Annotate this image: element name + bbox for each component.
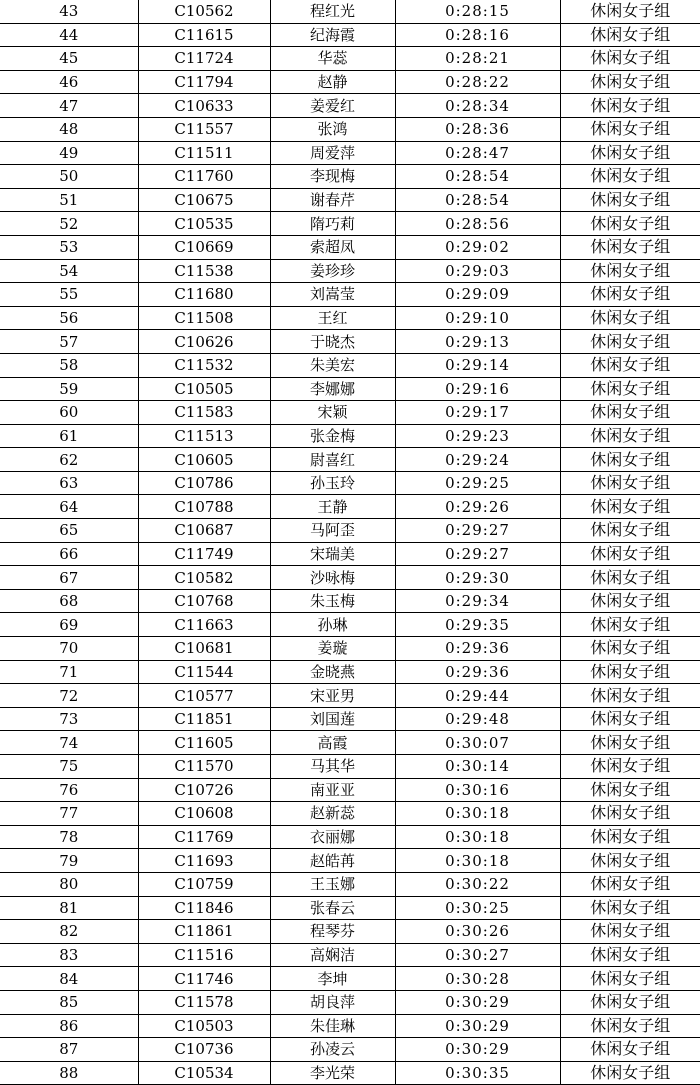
group-cell: 休闲女子组 xyxy=(560,684,700,708)
time-cell: 0:29:09 xyxy=(395,283,560,307)
table-row xyxy=(0,70,700,94)
table-row xyxy=(0,165,700,189)
rank-cell: 81 xyxy=(0,896,138,920)
rank-cell: 51 xyxy=(0,188,138,212)
group-cell: 休闲女子组 xyxy=(560,990,700,1014)
time-cell: 0:29:03 xyxy=(395,259,560,283)
time-cell: 0:30:28 xyxy=(395,967,560,991)
bib-cell: C11846 xyxy=(138,896,270,920)
rank-cell: 62 xyxy=(0,448,138,472)
rank-cell: 79 xyxy=(0,849,138,873)
table-row xyxy=(0,401,700,425)
bib-cell: C10577 xyxy=(138,684,270,708)
table-row xyxy=(0,872,700,896)
bib-cell: C10605 xyxy=(138,448,270,472)
name-cell: 王静 xyxy=(270,495,395,519)
table-row xyxy=(0,802,700,826)
name-cell: 孙琳 xyxy=(270,613,395,637)
bib-cell: C11760 xyxy=(138,165,270,189)
name-cell: 隋巧莉 xyxy=(270,212,395,236)
bib-cell: C11663 xyxy=(138,613,270,637)
table-row xyxy=(0,778,700,802)
group-cell: 休闲女子组 xyxy=(560,70,700,94)
time-cell: 0:28:34 xyxy=(395,94,560,118)
time-cell: 0:30:29 xyxy=(395,1038,560,1062)
name-cell: 马阿歪 xyxy=(270,519,395,543)
name-cell: 刘嵩莹 xyxy=(270,283,395,307)
group-cell: 休闲女子组 xyxy=(560,707,700,731)
bib-cell: C11508 xyxy=(138,306,270,330)
rank-cell: 86 xyxy=(0,1014,138,1038)
group-cell: 休闲女子组 xyxy=(560,967,700,991)
name-cell: 赵静 xyxy=(270,70,395,94)
name-cell: 刘国莲 xyxy=(270,707,395,731)
time-cell: 0:29:36 xyxy=(395,637,560,661)
table-row xyxy=(0,755,700,779)
table-row xyxy=(0,283,700,307)
name-cell: 赵皓苒 xyxy=(270,849,395,873)
rank-cell: 76 xyxy=(0,778,138,802)
rank-cell: 59 xyxy=(0,377,138,401)
name-cell: 宋颖 xyxy=(270,401,395,425)
name-cell: 王红 xyxy=(270,306,395,330)
table-row xyxy=(0,259,700,283)
name-cell: 李娜娜 xyxy=(270,377,395,401)
name-cell: 朱美宏 xyxy=(270,353,395,377)
name-cell: 沙咏梅 xyxy=(270,566,395,590)
rank-cell: 44 xyxy=(0,23,138,47)
time-cell: 0:29:27 xyxy=(395,519,560,543)
rank-cell: 68 xyxy=(0,589,138,613)
bib-cell: C10675 xyxy=(138,188,270,212)
rank-cell: 47 xyxy=(0,94,138,118)
rank-cell: 66 xyxy=(0,542,138,566)
group-cell: 休闲女子组 xyxy=(560,1038,700,1062)
bib-cell: C10788 xyxy=(138,495,270,519)
time-cell: 0:29:02 xyxy=(395,235,560,259)
bib-cell: C10726 xyxy=(138,778,270,802)
group-cell: 休闲女子组 xyxy=(560,47,700,71)
rank-cell: 56 xyxy=(0,306,138,330)
bib-cell: C11570 xyxy=(138,755,270,779)
bib-cell: C11578 xyxy=(138,990,270,1014)
table-row xyxy=(0,566,700,590)
rank-cell: 63 xyxy=(0,471,138,495)
group-cell: 休闲女子组 xyxy=(560,212,700,236)
bib-cell: C11680 xyxy=(138,283,270,307)
time-cell: 0:30:29 xyxy=(395,990,560,1014)
name-cell: 李坤 xyxy=(270,967,395,991)
table-row xyxy=(0,920,700,944)
name-cell: 宋亚男 xyxy=(270,684,395,708)
table-row xyxy=(0,589,700,613)
rank-cell: 71 xyxy=(0,660,138,684)
time-cell: 0:30:27 xyxy=(395,943,560,967)
table-row xyxy=(0,141,700,165)
bib-cell: C11693 xyxy=(138,849,270,873)
table-row xyxy=(0,1061,700,1085)
bib-cell: C11615 xyxy=(138,23,270,47)
time-cell: 0:29:48 xyxy=(395,707,560,731)
name-cell: 姜爱红 xyxy=(270,94,395,118)
name-cell: 赵新蕊 xyxy=(270,802,395,826)
bib-cell: C10669 xyxy=(138,235,270,259)
name-cell: 孙玉玲 xyxy=(270,471,395,495)
name-cell: 于晓杰 xyxy=(270,330,395,354)
table-row xyxy=(0,825,700,849)
time-cell: 0:30:25 xyxy=(395,896,560,920)
rank-cell: 65 xyxy=(0,519,138,543)
bib-cell: C11794 xyxy=(138,70,270,94)
group-cell: 休闲女子组 xyxy=(560,613,700,637)
table-row xyxy=(0,707,700,731)
name-cell: 姜珍珍 xyxy=(270,259,395,283)
bib-cell: C10505 xyxy=(138,377,270,401)
table-row xyxy=(0,212,700,236)
name-cell: 马其华 xyxy=(270,755,395,779)
group-cell: 休闲女子组 xyxy=(560,235,700,259)
rank-cell: 69 xyxy=(0,613,138,637)
group-cell: 休闲女子组 xyxy=(560,188,700,212)
table-row xyxy=(0,896,700,920)
time-cell: 0:29:17 xyxy=(395,401,560,425)
bib-cell: C10503 xyxy=(138,1014,270,1038)
time-cell: 0:30:07 xyxy=(395,731,560,755)
rank-cell: 70 xyxy=(0,637,138,661)
rank-cell: 53 xyxy=(0,235,138,259)
bib-cell: C11605 xyxy=(138,731,270,755)
group-cell: 休闲女子组 xyxy=(560,660,700,684)
table-row xyxy=(0,542,700,566)
name-cell: 张春云 xyxy=(270,896,395,920)
time-cell: 0:29:34 xyxy=(395,589,560,613)
name-cell: 李光荣 xyxy=(270,1061,395,1085)
time-cell: 0:28:15 xyxy=(395,0,560,23)
time-cell: 0:28:21 xyxy=(395,47,560,71)
rank-cell: 72 xyxy=(0,684,138,708)
time-cell: 0:30:18 xyxy=(395,849,560,873)
time-cell: 0:29:30 xyxy=(395,566,560,590)
rank-cell: 67 xyxy=(0,566,138,590)
name-cell: 尉喜红 xyxy=(270,448,395,472)
time-cell: 0:29:10 xyxy=(395,306,560,330)
name-cell: 纪海霞 xyxy=(270,23,395,47)
time-cell: 0:28:36 xyxy=(395,117,560,141)
bib-cell: C10768 xyxy=(138,589,270,613)
table-row xyxy=(0,990,700,1014)
group-cell: 休闲女子组 xyxy=(560,802,700,826)
rank-cell: 88 xyxy=(0,1061,138,1085)
group-cell: 休闲女子组 xyxy=(560,896,700,920)
group-cell: 休闲女子组 xyxy=(560,401,700,425)
time-cell: 0:30:18 xyxy=(395,825,560,849)
bib-cell: C10535 xyxy=(138,212,270,236)
group-cell: 休闲女子组 xyxy=(560,165,700,189)
time-cell: 0:28:22 xyxy=(395,70,560,94)
time-cell: 0:29:36 xyxy=(395,660,560,684)
group-cell: 休闲女子组 xyxy=(560,872,700,896)
rank-cell: 52 xyxy=(0,212,138,236)
group-cell: 休闲女子组 xyxy=(560,825,700,849)
rank-cell: 87 xyxy=(0,1038,138,1062)
time-cell: 0:28:47 xyxy=(395,141,560,165)
table-row xyxy=(0,117,700,141)
table-row xyxy=(0,353,700,377)
time-cell: 0:28:16 xyxy=(395,23,560,47)
name-cell: 衣丽娜 xyxy=(270,825,395,849)
time-cell: 0:29:23 xyxy=(395,424,560,448)
time-cell: 0:29:13 xyxy=(395,330,560,354)
rank-cell: 43 xyxy=(0,0,138,23)
rank-cell: 77 xyxy=(0,802,138,826)
group-cell: 休闲女子组 xyxy=(560,471,700,495)
time-cell: 0:30:26 xyxy=(395,920,560,944)
rank-cell: 82 xyxy=(0,920,138,944)
bib-cell: C10626 xyxy=(138,330,270,354)
bib-cell: C11769 xyxy=(138,825,270,849)
name-cell: 孙凌云 xyxy=(270,1038,395,1062)
rank-cell: 57 xyxy=(0,330,138,354)
group-cell: 休闲女子组 xyxy=(560,731,700,755)
rank-cell: 78 xyxy=(0,825,138,849)
table-row xyxy=(0,943,700,967)
group-cell: 休闲女子组 xyxy=(560,424,700,448)
table-row xyxy=(0,637,700,661)
rank-cell: 60 xyxy=(0,401,138,425)
time-cell: 0:28:54 xyxy=(395,188,560,212)
bib-cell: C11583 xyxy=(138,401,270,425)
bib-cell: C10608 xyxy=(138,802,270,826)
bib-cell: C10736 xyxy=(138,1038,270,1062)
bib-cell: C11532 xyxy=(138,353,270,377)
time-cell: 0:29:24 xyxy=(395,448,560,472)
time-cell: 0:29:25 xyxy=(395,471,560,495)
rank-cell: 83 xyxy=(0,943,138,967)
time-cell: 0:29:14 xyxy=(395,353,560,377)
time-cell: 0:29:16 xyxy=(395,377,560,401)
group-cell: 休闲女子组 xyxy=(560,448,700,472)
name-cell: 华蕊 xyxy=(270,47,395,71)
time-cell: 0:28:54 xyxy=(395,165,560,189)
group-cell: 休闲女子组 xyxy=(560,943,700,967)
time-cell: 0:29:35 xyxy=(395,613,560,637)
bib-cell: C11538 xyxy=(138,259,270,283)
name-cell: 宋瑞美 xyxy=(270,542,395,566)
rank-cell: 61 xyxy=(0,424,138,448)
group-cell: 休闲女子组 xyxy=(560,920,700,944)
bib-cell: C11544 xyxy=(138,660,270,684)
name-cell: 朱佳琳 xyxy=(270,1014,395,1038)
bib-cell: C10687 xyxy=(138,519,270,543)
bib-cell: C11851 xyxy=(138,707,270,731)
group-cell: 休闲女子组 xyxy=(560,637,700,661)
name-cell: 朱玉梅 xyxy=(270,589,395,613)
bib-cell: C11746 xyxy=(138,967,270,991)
rank-cell: 84 xyxy=(0,967,138,991)
bib-cell: C10534 xyxy=(138,1061,270,1085)
bib-cell: C11557 xyxy=(138,117,270,141)
bib-cell: C11511 xyxy=(138,141,270,165)
group-cell: 休闲女子组 xyxy=(560,849,700,873)
rank-cell: 54 xyxy=(0,259,138,283)
rank-cell: 48 xyxy=(0,117,138,141)
group-cell: 休闲女子组 xyxy=(560,755,700,779)
time-cell: 0:30:18 xyxy=(395,802,560,826)
table-row xyxy=(0,849,700,873)
name-cell: 索超凤 xyxy=(270,235,395,259)
name-cell: 金晓燕 xyxy=(270,660,395,684)
table-row xyxy=(0,1014,700,1038)
time-cell: 0:29:44 xyxy=(395,684,560,708)
rank-cell: 55 xyxy=(0,283,138,307)
name-cell: 谢春芹 xyxy=(270,188,395,212)
bib-cell: C11513 xyxy=(138,424,270,448)
bib-cell: C10562 xyxy=(138,0,270,23)
table-row xyxy=(0,47,700,71)
table-row xyxy=(0,424,700,448)
rank-cell: 58 xyxy=(0,353,138,377)
bib-cell: C10633 xyxy=(138,94,270,118)
rank-cell: 50 xyxy=(0,165,138,189)
bib-cell: C10759 xyxy=(138,872,270,896)
table-row xyxy=(0,330,700,354)
table-row xyxy=(0,94,700,118)
table-row xyxy=(0,306,700,330)
rank-cell: 49 xyxy=(0,141,138,165)
name-cell: 程琴芬 xyxy=(270,920,395,944)
group-cell: 休闲女子组 xyxy=(560,589,700,613)
rank-cell: 75 xyxy=(0,755,138,779)
table-row xyxy=(0,495,700,519)
table-row xyxy=(0,0,700,23)
time-cell: 0:30:35 xyxy=(395,1061,560,1085)
table-row xyxy=(0,471,700,495)
group-cell: 休闲女子组 xyxy=(560,353,700,377)
name-cell: 周爱萍 xyxy=(270,141,395,165)
table-row xyxy=(0,613,700,637)
table-row xyxy=(0,660,700,684)
time-cell: 0:29:26 xyxy=(395,495,560,519)
rank-cell: 45 xyxy=(0,47,138,71)
group-cell: 休闲女子组 xyxy=(560,23,700,47)
bib-cell: C10786 xyxy=(138,471,270,495)
name-cell: 张鸿 xyxy=(270,117,395,141)
time-cell: 0:30:16 xyxy=(395,778,560,802)
table-row xyxy=(0,188,700,212)
group-cell: 休闲女子组 xyxy=(560,141,700,165)
group-cell: 休闲女子组 xyxy=(560,377,700,401)
table-row xyxy=(0,377,700,401)
group-cell: 休闲女子组 xyxy=(560,566,700,590)
time-cell: 0:30:29 xyxy=(395,1014,560,1038)
time-cell: 0:30:22 xyxy=(395,872,560,896)
name-cell: 高霞 xyxy=(270,731,395,755)
name-cell: 南亚亚 xyxy=(270,778,395,802)
name-cell: 李现梅 xyxy=(270,165,395,189)
time-cell: 0:29:27 xyxy=(395,542,560,566)
table-row xyxy=(0,519,700,543)
group-cell: 休闲女子组 xyxy=(560,0,700,23)
bib-cell: C11516 xyxy=(138,943,270,967)
rank-cell: 80 xyxy=(0,872,138,896)
bib-cell: C11749 xyxy=(138,542,270,566)
name-cell: 姜璇 xyxy=(270,637,395,661)
rank-cell: 46 xyxy=(0,70,138,94)
group-cell: 休闲女子组 xyxy=(560,1014,700,1038)
rank-cell: 85 xyxy=(0,990,138,1014)
group-cell: 休闲女子组 xyxy=(560,283,700,307)
name-cell: 胡良萍 xyxy=(270,990,395,1014)
bib-cell: C10681 xyxy=(138,637,270,661)
group-cell: 休闲女子组 xyxy=(560,542,700,566)
bib-cell: C11724 xyxy=(138,47,270,71)
group-cell: 休闲女子组 xyxy=(560,259,700,283)
group-cell: 休闲女子组 xyxy=(560,330,700,354)
table-row xyxy=(0,1038,700,1062)
bib-cell: C11861 xyxy=(138,920,270,944)
group-cell: 休闲女子组 xyxy=(560,778,700,802)
group-cell: 休闲女子组 xyxy=(560,94,700,118)
table-row xyxy=(0,731,700,755)
group-cell: 休闲女子组 xyxy=(560,519,700,543)
table-row xyxy=(0,23,700,47)
name-cell: 张金梅 xyxy=(270,424,395,448)
rank-cell: 64 xyxy=(0,495,138,519)
time-cell: 0:28:56 xyxy=(395,212,560,236)
group-cell: 休闲女子组 xyxy=(560,306,700,330)
name-cell: 高娴洁 xyxy=(270,943,395,967)
rank-cell: 73 xyxy=(0,707,138,731)
table-row xyxy=(0,448,700,472)
bib-cell: C10582 xyxy=(138,566,270,590)
table-row xyxy=(0,684,700,708)
table-row xyxy=(0,235,700,259)
name-cell: 王玉娜 xyxy=(270,872,395,896)
group-cell: 休闲女子组 xyxy=(560,117,700,141)
time-cell: 0:30:14 xyxy=(395,755,560,779)
table-row xyxy=(0,967,700,991)
group-cell: 休闲女子组 xyxy=(560,1061,700,1085)
rank-cell: 74 xyxy=(0,731,138,755)
name-cell: 程红光 xyxy=(270,0,395,23)
group-cell: 休闲女子组 xyxy=(560,495,700,519)
